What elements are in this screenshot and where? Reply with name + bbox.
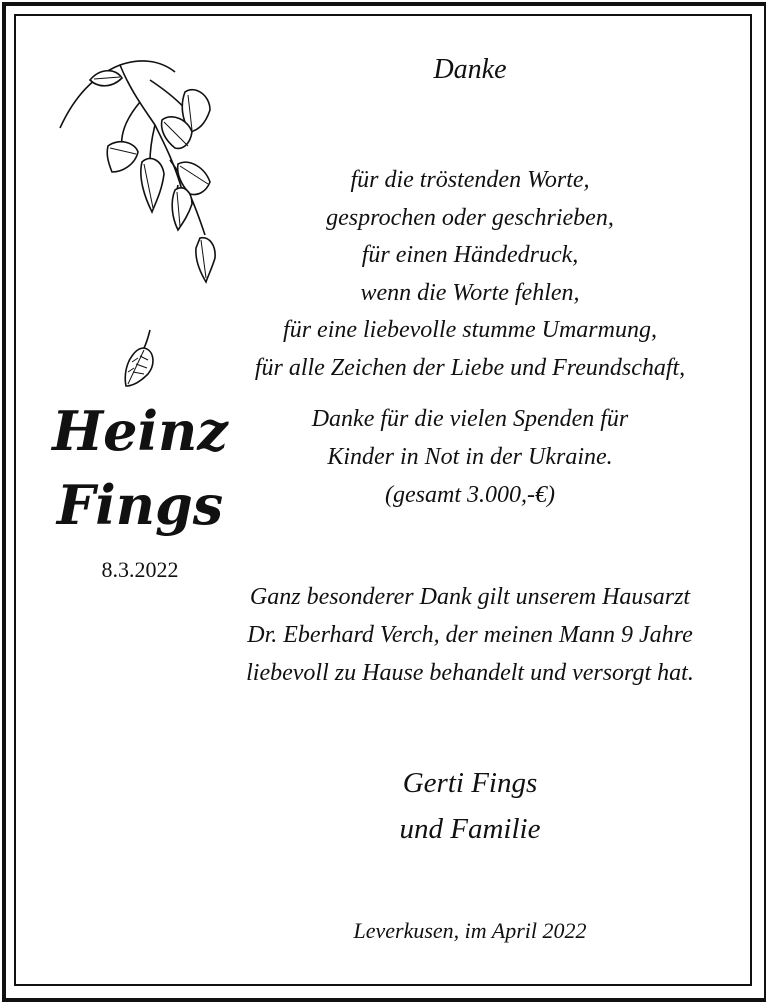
thanks-line: Dr. Eberhard Verch, der meinen Mann 9 Jahre xyxy=(247,622,693,648)
thanks-line: Ganz besonderer Dank gilt unserem Hausarzt xyxy=(249,584,691,610)
poem-line: gesprochen oder geschrieben, xyxy=(326,204,614,231)
donation-line: (gesamt 3.000,-€) xyxy=(385,482,555,508)
place-date: Leverkusen, im April 2022 xyxy=(353,918,587,943)
leaf-icon xyxy=(120,328,160,388)
death-date: 8.3.2022 xyxy=(101,557,179,582)
poem-line: für die tröstenden Worte, xyxy=(350,167,590,193)
last-name: Fings xyxy=(56,473,224,537)
heading: Danke xyxy=(433,54,507,85)
thanks-line: liebevoll zu Hause behandelt und versorgt hat. xyxy=(246,660,694,686)
donation-text xyxy=(235,400,705,514)
signature-line: und Familie xyxy=(399,813,541,845)
deceased-name xyxy=(40,394,240,542)
poem-line: für eine liebevolle stumme Umarmung, xyxy=(283,317,657,343)
special-thanks xyxy=(222,578,718,692)
donation-line: Danke für die vielen Spenden für xyxy=(311,406,629,432)
poem xyxy=(200,162,740,387)
poem-line: für einen Händedruck, xyxy=(361,242,579,268)
poem-line: wenn die Worte fehlen, xyxy=(360,279,580,306)
first-name: Heinz xyxy=(52,399,228,463)
signature xyxy=(235,760,705,852)
poem-line: für alle Zeichen der Liebe und Freundschaft, xyxy=(254,354,686,381)
signature-line: Gerti Fings xyxy=(402,767,538,799)
donation-line: Kinder in Not in der Ukraine. xyxy=(327,444,613,470)
